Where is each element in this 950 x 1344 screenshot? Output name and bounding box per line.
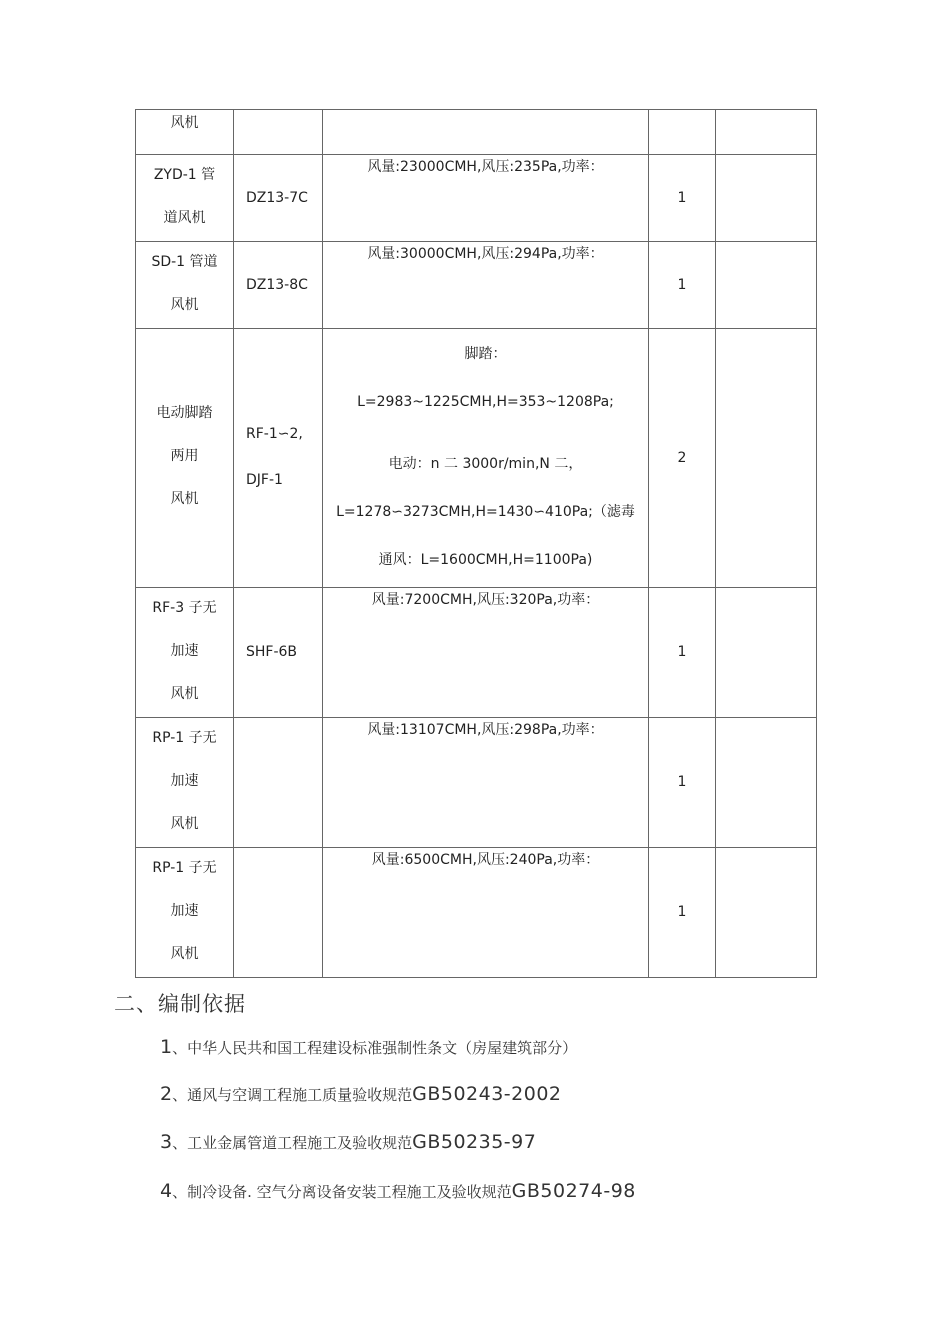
equipment-name-line: 风机 xyxy=(170,685,199,702)
equipment-name-line: SD-1 管道 xyxy=(151,253,218,270)
reference-number: 4 xyxy=(160,1180,173,1202)
spec-text: 风量:6500CMH,风压:240Pa,功率： xyxy=(371,852,600,868)
equipment-name-line: 风机 xyxy=(170,815,199,832)
spec-cell xyxy=(323,329,649,588)
spec-cell xyxy=(323,242,649,329)
equipment-name-cell xyxy=(136,110,234,155)
reference-text: 、工业金属管道工程施工及验收规范 xyxy=(172,1134,413,1152)
note-cell xyxy=(716,588,817,718)
equipment-name-cell xyxy=(136,155,234,242)
equipment-name-cell xyxy=(136,848,234,978)
note-cell xyxy=(716,242,817,329)
spec-line: 脚踏： xyxy=(464,346,507,362)
table-row xyxy=(136,155,817,242)
quantity-cell: 1 xyxy=(649,718,716,848)
quantity-cell xyxy=(649,110,716,155)
reference-text: 、通风与空调工程施工质量验收规范 xyxy=(172,1086,413,1104)
equipment-name-cell xyxy=(136,329,234,588)
model-cell xyxy=(234,155,323,242)
equipment-name-line: 风机 xyxy=(170,491,199,507)
equipment-name-line: 加速 xyxy=(170,772,199,789)
spec-line: 电动：n 二 3000r/min,N 二， xyxy=(388,456,583,472)
spec-cell xyxy=(323,718,649,848)
reference-code: GB50243-2002 xyxy=(412,1083,562,1105)
equipment-name-cell xyxy=(136,588,234,718)
quantity-cell: 1 xyxy=(649,155,716,242)
reference-item xyxy=(160,1180,636,1202)
spec-line: L=1278∽3273CMH,H=1430∽410Pa;（滤毒 xyxy=(336,504,635,520)
spec-cell xyxy=(323,848,649,978)
equipment-name-cell xyxy=(136,242,234,329)
model-cell xyxy=(234,718,323,848)
equipment-name-line: 两用 xyxy=(170,448,199,464)
table-row xyxy=(136,110,817,155)
model-text: RF-1∽2, xyxy=(246,426,303,442)
reference-code: GB50235-97 xyxy=(412,1131,537,1153)
note-cell xyxy=(716,110,817,155)
model-text: DJF-1 xyxy=(246,472,283,488)
table-row xyxy=(136,242,817,329)
reference-text: 、中华人民共和国工程建设标准强制性条文（房屋建筑部分） xyxy=(172,1039,578,1057)
note-cell xyxy=(716,155,817,242)
reference-item xyxy=(160,1036,577,1058)
reference-number: 3 xyxy=(160,1131,173,1153)
reference-text: 、制冷设备. 空气分离设备安装工程施工及验收规范 xyxy=(172,1183,512,1201)
equipment-name-line: RF-3 子无 xyxy=(152,599,217,616)
quantity-cell: 1 xyxy=(649,242,716,329)
spec-text: 风量:13107CMH,风压:298Pa,功率： xyxy=(367,722,604,738)
spec-text: 风量:7200CMH,风压:320Pa,功率： xyxy=(371,592,600,608)
equipment-name-line: RP-1 子无 xyxy=(152,859,217,876)
spec-cell xyxy=(323,155,649,242)
table-row xyxy=(136,848,817,978)
equipment-name-cell xyxy=(136,718,234,848)
model-cell xyxy=(234,242,323,329)
equipment-name-line: 加速 xyxy=(170,902,199,919)
reference-item xyxy=(160,1083,562,1105)
table-row xyxy=(136,588,817,718)
equipment-name-line: ZYD-1 管 xyxy=(153,166,216,183)
equipment-name-line: RP-1 子无 xyxy=(152,729,217,746)
quantity-cell: 1 xyxy=(649,848,716,978)
model-cell xyxy=(234,110,323,155)
note-cell xyxy=(716,848,817,978)
equipment-name-line: 风机 xyxy=(170,115,199,131)
equipment-name-line: 风机 xyxy=(170,945,199,962)
equipment-name-line: 加速 xyxy=(170,642,199,659)
reference-item xyxy=(160,1131,536,1153)
spec-text: 风量:23000CMH,风压:235Pa,功率： xyxy=(367,159,604,175)
reference-number: 1 xyxy=(160,1036,173,1058)
spec-text: 风量:30000CMH,风压:294Pa,功率： xyxy=(367,246,604,262)
model-cell xyxy=(234,848,323,978)
spec-line: L=2983~1225CMH,H=353~1208Pa; xyxy=(357,394,614,410)
model-text: DZ13-7C xyxy=(246,189,308,206)
equipment-name-line: 道风机 xyxy=(163,209,206,226)
reference-code: GB50274-98 xyxy=(511,1180,636,1202)
model-cell xyxy=(234,588,323,718)
spec-line: 通风：L=1600CMH,H=1100Pa) xyxy=(378,552,593,568)
note-cell xyxy=(716,718,817,848)
equipment-name-line: 风机 xyxy=(170,296,199,313)
quantity-cell: 1 xyxy=(649,588,716,718)
model-text: DZ13-8C xyxy=(246,276,308,293)
spec-cell xyxy=(323,110,649,155)
model-cell xyxy=(234,329,323,588)
quantity-cell: 2 xyxy=(649,329,716,588)
model-text: SHF-6B xyxy=(246,644,298,661)
equipment-name-line: 电动脚踏 xyxy=(156,405,213,421)
equipment-table xyxy=(135,109,817,978)
spec-cell xyxy=(323,588,649,718)
note-cell xyxy=(716,329,817,588)
table-row xyxy=(136,329,817,588)
section-heading: 二、编制依据 xyxy=(114,992,246,1016)
table-row xyxy=(136,718,817,848)
reference-number: 2 xyxy=(160,1083,173,1105)
